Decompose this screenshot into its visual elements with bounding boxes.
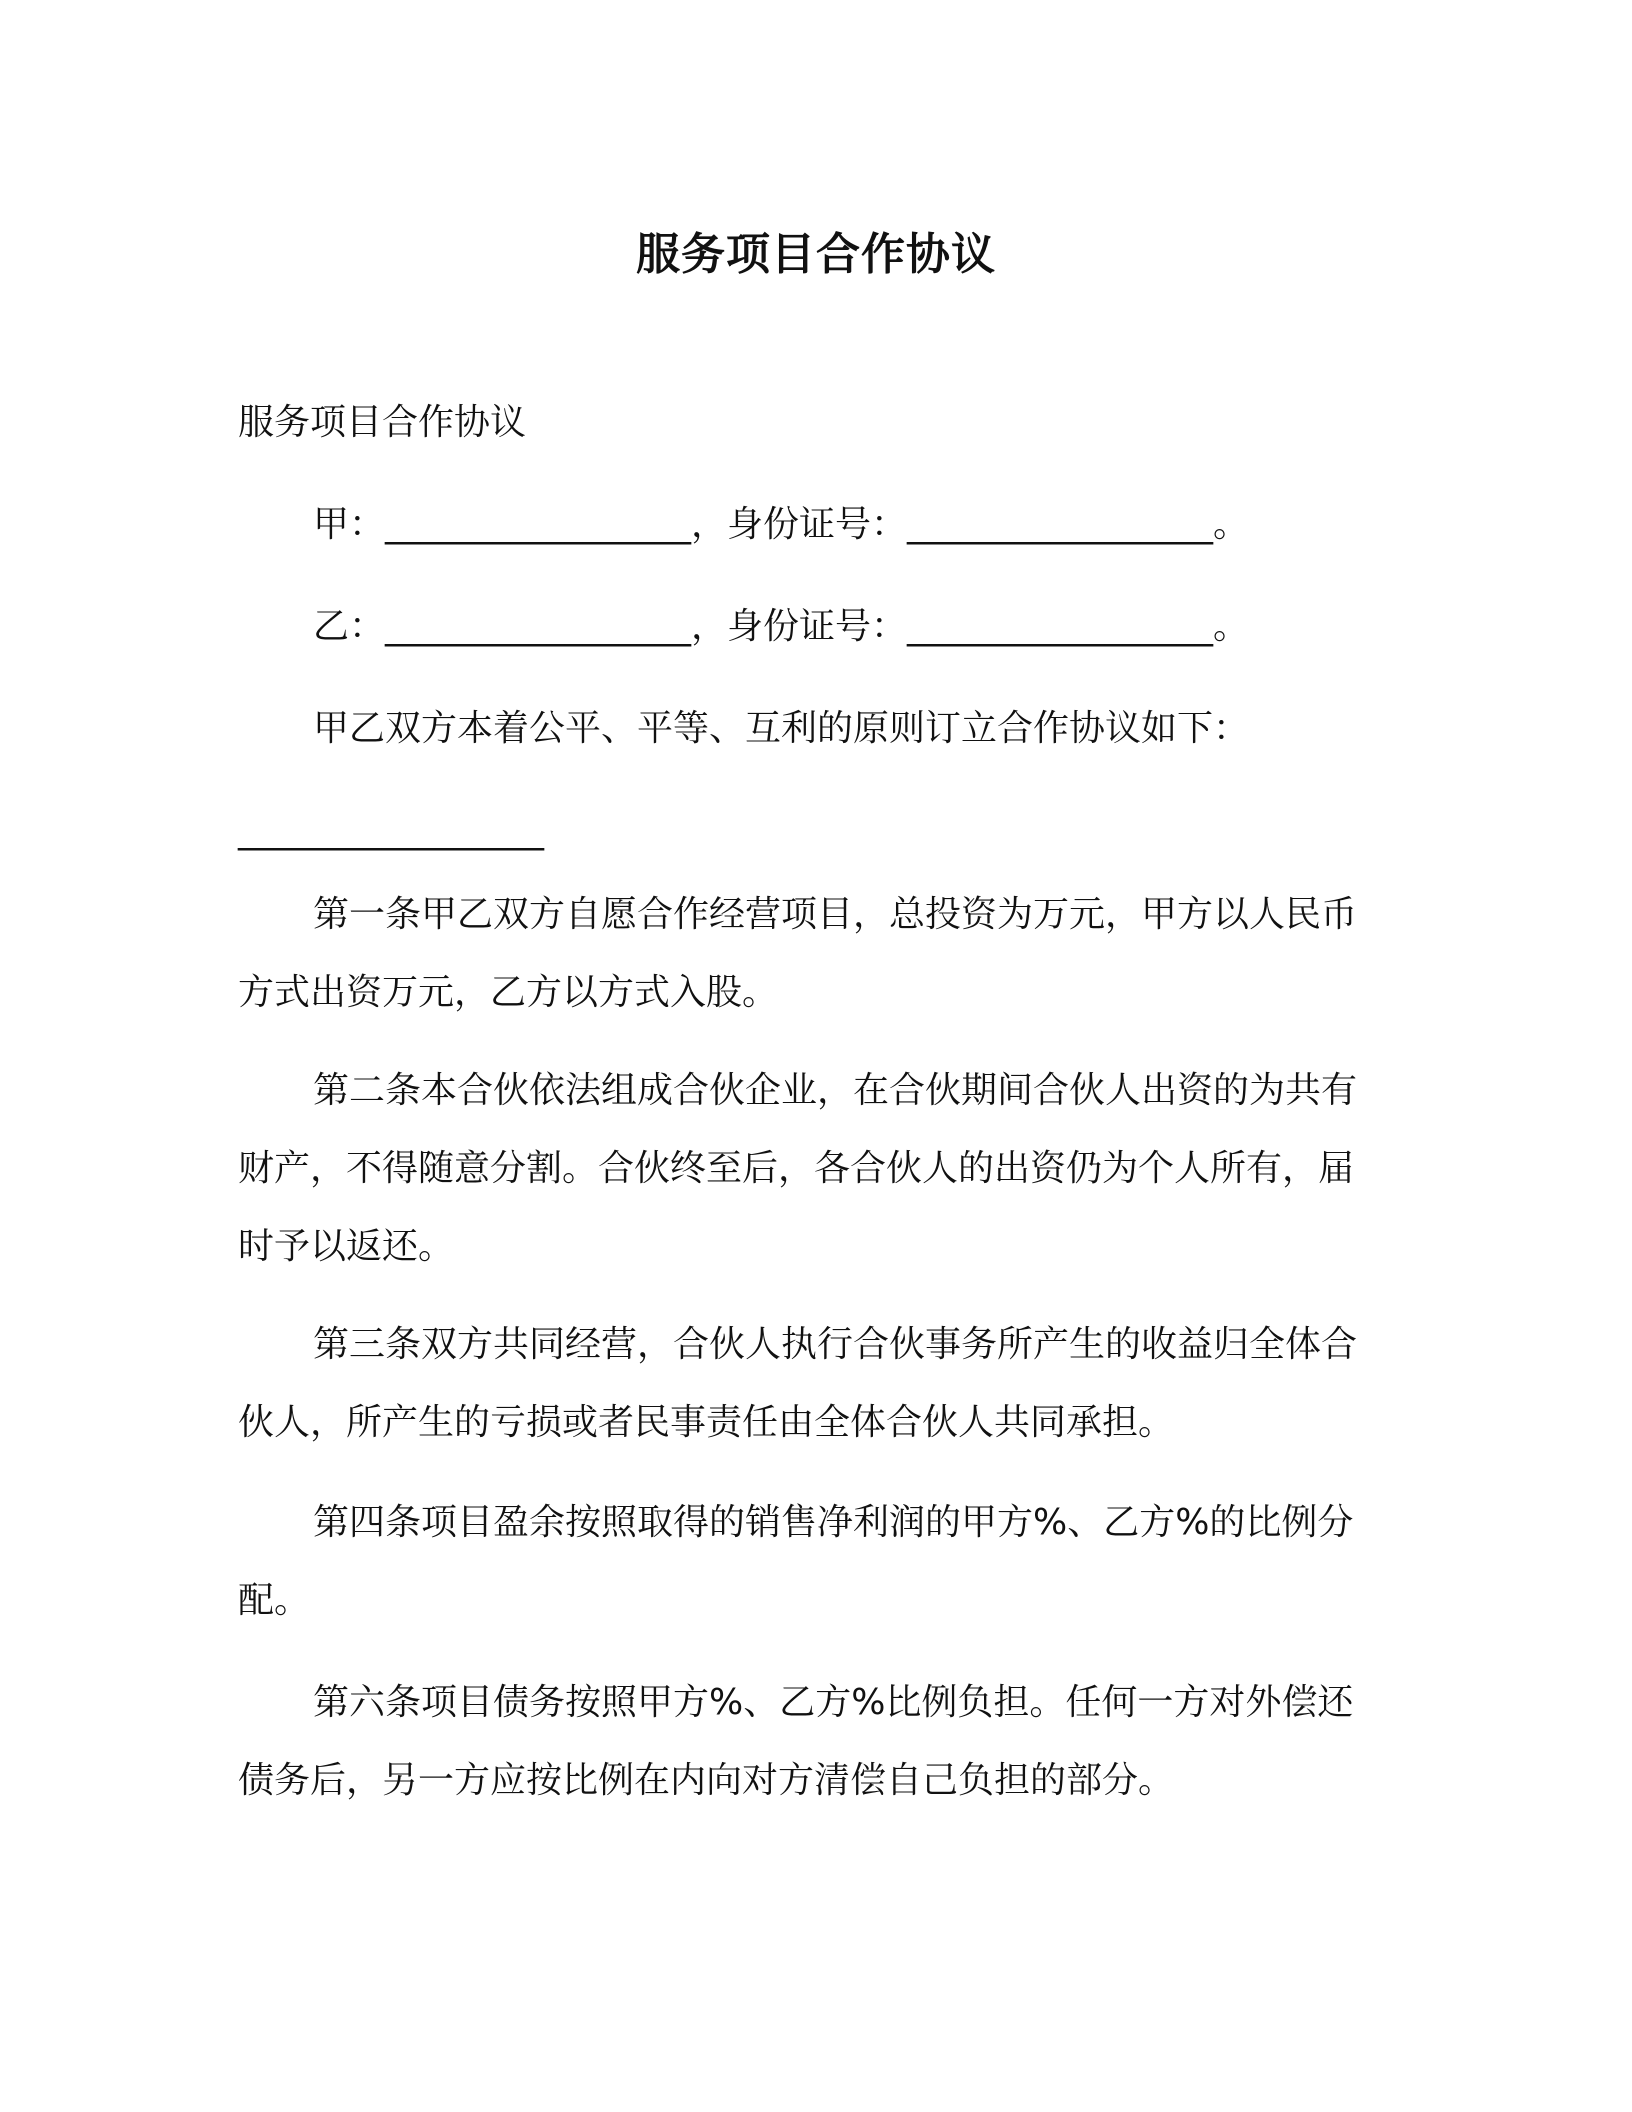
article-1: 第一条甲乙双方自愿合作经营项目，总投资为万元，甲方以人民币方式出资万元，乙方以方式入股。 <box>238 894 1358 1013</box>
document-title: 服务项目合作协议 <box>636 229 996 280</box>
document-subtitle: 服务项目合作协议 <box>238 402 527 443</box>
article-6: 第六条项目债务按照甲方%、乙方%比例负担。任何一方对外偿还债务后，另一方应按比例在内向对方清偿自己负担的部分。 <box>238 1682 1354 1801</box>
article-2: 第二条本合伙依法组成合伙企业，在合伙期间合伙人出资的为共有财产，不得随意分割。合伙终至后，各合伙人的出资仍为个人所有，届时予以返还。 <box>238 1070 1358 1267</box>
party-b-line: 乙：_________________，身份证号：_________________。 <box>313 606 1250 647</box>
blank-line: _________________ <box>238 810 544 851</box>
party-a-line: 甲：_________________，身份证号：_________________。 <box>313 504 1250 545</box>
intro-paragraph: 甲乙双方本着公平、平等、互利的原则订立合作协议如下： <box>313 708 1250 749</box>
article-4: 第四条项目盈余按照取得的销售净利润的甲方%、乙方%的比例分配。 <box>238 1502 1354 1621</box>
article-3: 第三条双方共同经营，合伙人执行合伙事务所产生的收益归全体合伙人，所产生的亏损或者民事责任由全体合伙人共同承担。 <box>238 1324 1358 1443</box>
